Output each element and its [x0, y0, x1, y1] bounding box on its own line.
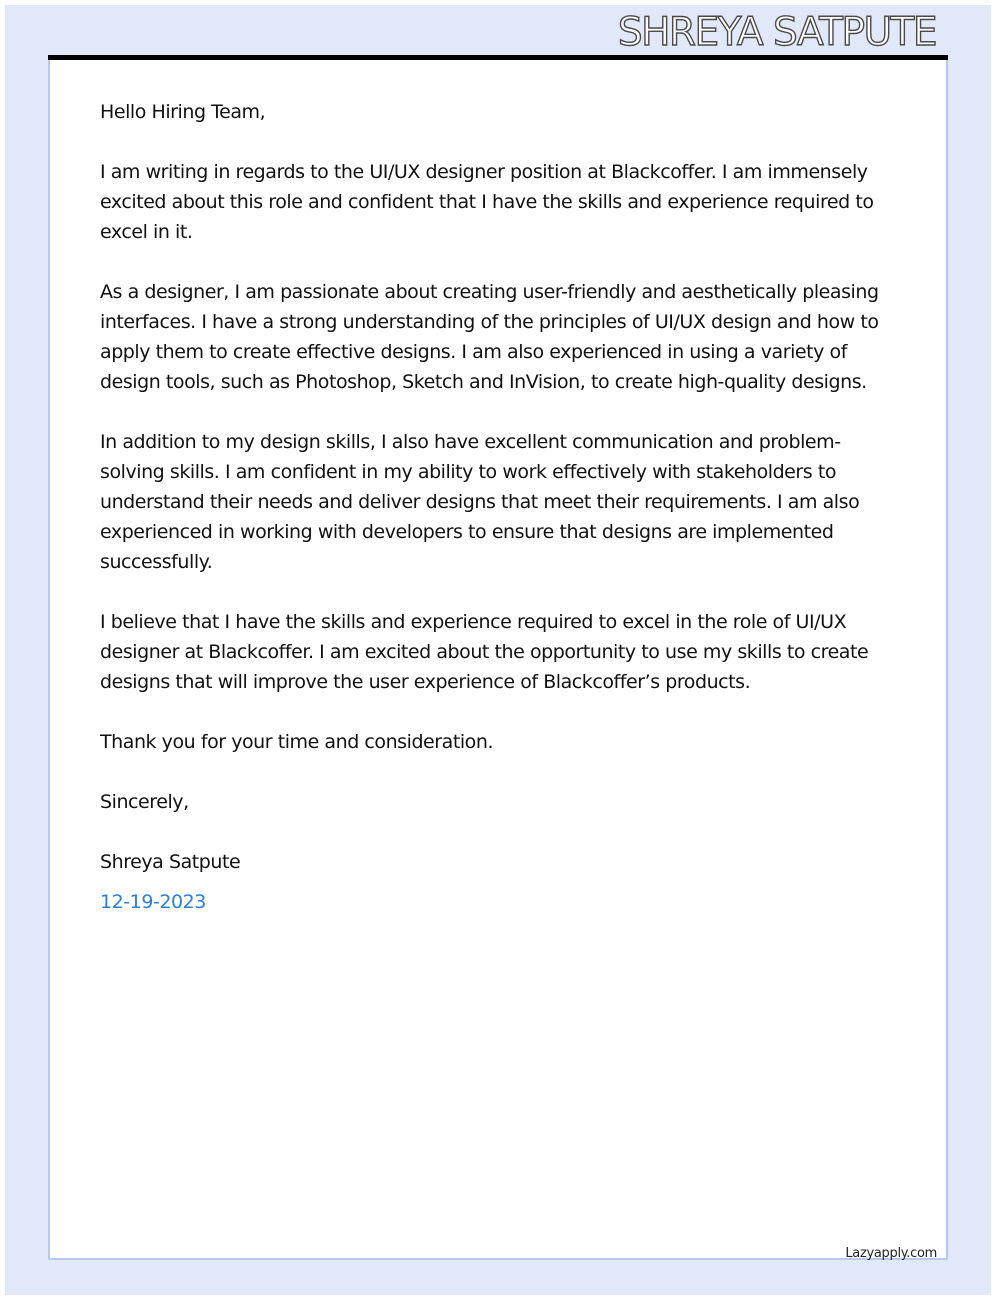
- footer-brand: Lazyapply.com: [845, 1246, 937, 1261]
- letter-paragraph: In addition to my design skills, I also have excellent communication and problem-solving skills. I am confident in my ability to work effectively with stakeholders to understand their needs and deliver designs that meet their requirements. I am also experienced in working with developers to ensure that designs are implemented successfully.: [100, 431, 860, 573]
- letter-closing: Sincerely,: [100, 791, 189, 813]
- applicant-name-header: SHREYA SATPUTE: [617, 10, 936, 55]
- letter-paragraph: I believe that I have the skills and experience required to excel in the role of UI/UX designer at Blackcoffer. I am excited about the opportunity to use my skills to create designs that will improve the user experience of Blackcoffer’s products.: [100, 611, 869, 693]
- letter-thanks: Thank you for your time and consideration.: [100, 731, 494, 753]
- letter-signature: Shreya Satpute: [100, 851, 241, 873]
- cover-letter-body: [100, 97, 890, 947]
- letter-greeting: Hello Hiring Team,: [100, 101, 266, 123]
- letter-paragraph: I am writing in regards to the UI/UX designer position at Blackcoffer. I am immensely excited about this role and confident that I have the skills and experience required to excel in it.: [100, 161, 874, 243]
- letter-paragraph: As a designer, I am passionate about creating user-friendly and aesthetically pleasing interfaces. I have a strong understanding of the principles of UI/UX design and how to apply them to create effective designs. I am also experienced in using a variety of design tools, such as Photoshop, Sketch and InVision, to create high-quality designs.: [100, 281, 879, 393]
- letter-date: 12-19-2023: [100, 891, 206, 913]
